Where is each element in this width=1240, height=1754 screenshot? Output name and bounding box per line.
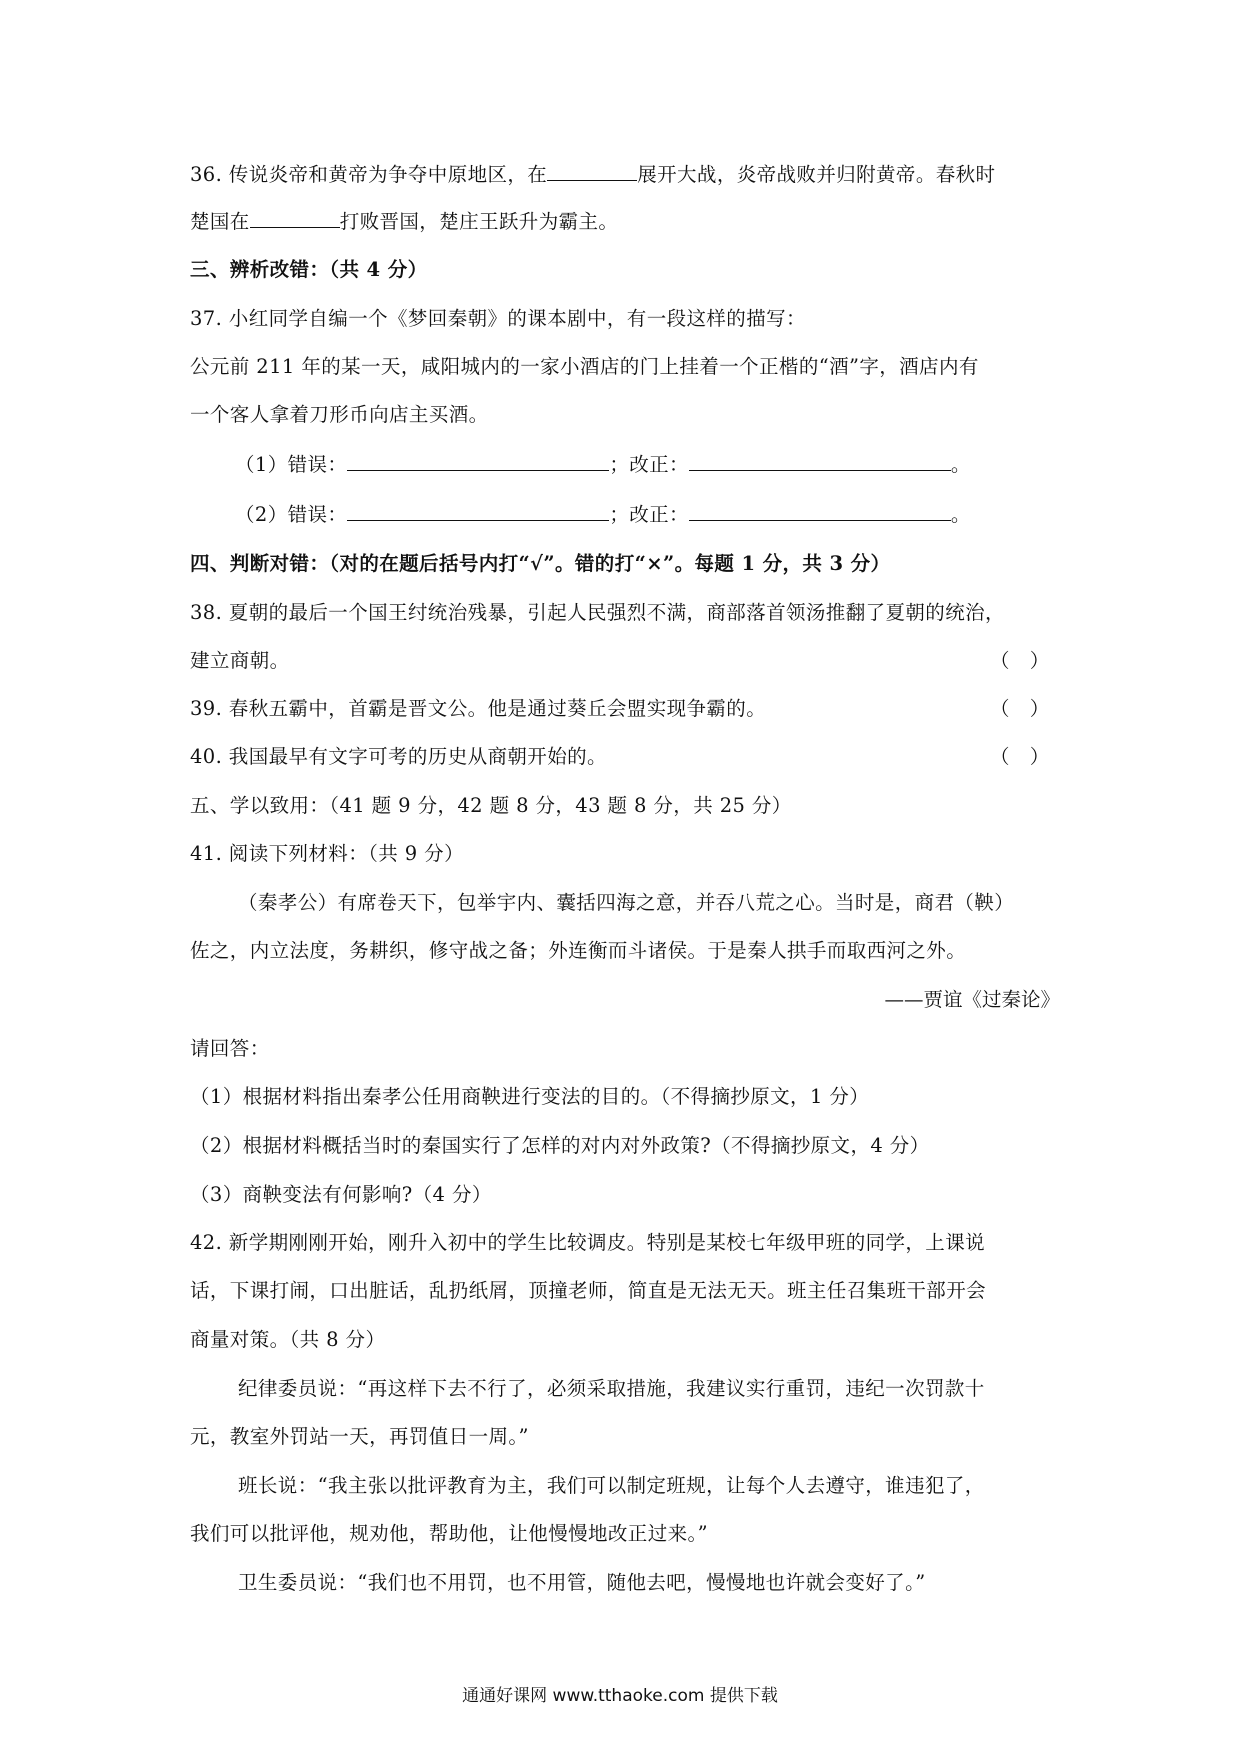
q36-text-d: 打败晋国，楚庄王跃升为霸主。 bbox=[339, 210, 619, 233]
q42-para-2a: 班长说：“我主张以批评教育为主，我们可以制定班规，让每个人去遵守，谁违犯了， bbox=[238, 1474, 985, 1497]
q36-blank-2[interactable] bbox=[250, 209, 340, 228]
error-blank-2[interactable] bbox=[347, 502, 609, 521]
error-label: （2）错误： bbox=[235, 503, 348, 526]
correction-blank-1[interactable] bbox=[689, 452, 951, 471]
q42-para-3: 卫生委员说：“我们也不用罚，也不用管，随他去吧，慢慢地也许就会变好了。” bbox=[238, 1571, 926, 1594]
q36-blank-1[interactable] bbox=[547, 162, 637, 181]
q41-sub-3: （3）商鞅变法有何影响?（4 分） bbox=[190, 1183, 492, 1206]
q36-line-2 bbox=[190, 207, 618, 237]
q42-line-2: 话，下课打闹，口出脏话，乱扔纸屑，顶撞老师，简直是无法无天。班主任召集班干部开会 bbox=[190, 1279, 987, 1302]
q37-error-2: （2）错误： ；改正： 。 bbox=[235, 503, 971, 526]
q38-answer-paren[interactable]: （ ） bbox=[990, 649, 1050, 672]
section-5-heading: 五、学以致用：（41 题 9 分，42 题 8 分，43 题 8 分，共 25 分） bbox=[190, 794, 792, 817]
q41-title: 41. 阅读下列材料：（共 9 分） bbox=[190, 842, 464, 865]
q36-text-c: 楚国在 bbox=[190, 210, 250, 233]
correction-blank-2[interactable] bbox=[689, 502, 951, 521]
q42-para-1a: 纪律委员说：“再这样下去不行了，必须采取措施，我建议实行重罚，违纪一次罚款十 bbox=[238, 1377, 985, 1400]
error-blank-1[interactable] bbox=[347, 452, 609, 471]
q36-text-b: 展开大战，炎帝战败并归附黄帝。春秋时 bbox=[637, 163, 996, 186]
q41-sub-2: （2）根据材料概括当时的秦国实行了怎样的对内对外政策?（不得摘抄原文，4 分） bbox=[190, 1134, 930, 1157]
q41-ask: 请回答： bbox=[190, 1037, 270, 1060]
q42-line-3: 商量对策。（共 8 分） bbox=[190, 1328, 386, 1351]
q37-line-2: 公元前 211 年的某一天，咸阳城内的一家小酒店的门上挂着一个正楷的“酒”字，酒店内有 bbox=[190, 355, 979, 378]
correction-label: ；改正： bbox=[609, 503, 689, 526]
q42-para-2b: 我们可以批评他，规劝他，帮助他，让他慢慢地改正过来。” bbox=[190, 1522, 709, 1545]
q39-line: 39. 春秋五霸中，首霸是晋文公。他是通过葵丘会盟实现争霸的。 bbox=[190, 697, 767, 720]
q42-para-1b: 元，教室外罚站一天，再罚值日一周。” bbox=[190, 1425, 529, 1448]
q41-material-1: （秦孝公）有席卷天下，包举宇内、囊括四海之意，并吞八荒之心。当时是，商君（鞅） bbox=[238, 891, 1015, 914]
q38-line-1: 38. 夏朝的最后一个国王纣统治残暴，引起人民强烈不满，商部落首领汤推翻了夏朝的统治， bbox=[190, 601, 1005, 624]
correction-label: ；改正： bbox=[609, 453, 689, 476]
section-3-heading: 三、辨析改错：（共 4 分） bbox=[190, 258, 428, 281]
q37-line-1: 37. 小红同学自编一个《梦回秦朝》的课本剧中，有一段这样的描写： bbox=[190, 307, 806, 330]
error-label: （1）错误： bbox=[235, 453, 348, 476]
q38-line-2: 建立商朝。 bbox=[190, 649, 290, 672]
q40-answer-paren[interactable]: （ ） bbox=[990, 745, 1050, 768]
q37-line-3: 一个客人拿着刀形币向店主买酒。 bbox=[190, 403, 489, 426]
q39-answer-paren[interactable]: （ ） bbox=[990, 697, 1050, 720]
q36-line-1 bbox=[190, 160, 995, 190]
q40-line: 40. 我国最早有文字可考的历史从商朝开始的。 bbox=[190, 745, 607, 768]
q41-sub-1: （1）根据材料指出秦孝公任用商鞅进行变法的目的。（不得摘抄原文，1 分） bbox=[190, 1085, 870, 1108]
q37-error-1: （1）错误： ；改正： 。 bbox=[235, 453, 971, 476]
q41-source: ——贾谊《过秦论》 bbox=[884, 988, 1060, 1011]
q36-text-a: 36. 传说炎帝和黄帝为争夺中原地区，在 bbox=[190, 163, 548, 186]
section-4-heading: 四、判断对错：（对的在题后括号内打“√”。错的打“×”。每题 1 分，共 3 分） bbox=[190, 552, 891, 575]
q42-line-1: 42. 新学期刚刚开始，刚升入初中的学生比较调皮。特别是某校七年级甲班的同学，上课说 bbox=[190, 1231, 986, 1254]
q41-material-2: 佐之，内立法度，务耕织，修守战之备；外连衡而斗诸侯。于是秦人拱手而取西河之外。 bbox=[190, 939, 967, 962]
page-footer: 通通好课网 www.tthaoke.com 提供下载 bbox=[462, 1686, 778, 1706]
